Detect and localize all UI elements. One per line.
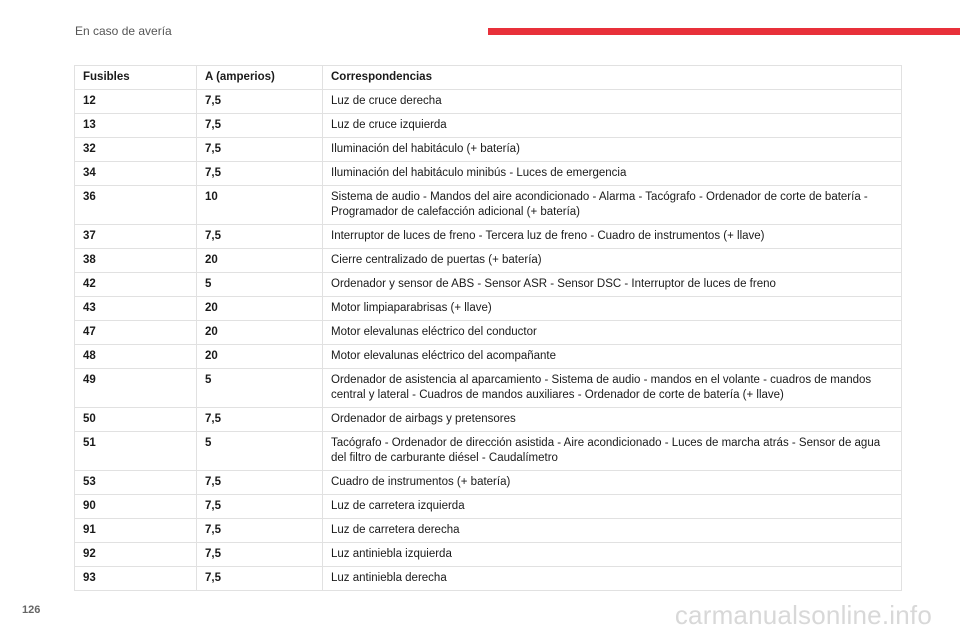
fuse-number-cell: 13 — [75, 114, 197, 138]
table-row — [75, 471, 902, 495]
fuse-number-cell: 49 — [75, 369, 197, 408]
table-row — [75, 543, 902, 567]
watermark: carmanualsonline.info — [674, 600, 932, 630]
table-row — [75, 519, 902, 543]
column-header-amperios: A (amperios) — [197, 66, 323, 90]
fuse-table-container — [74, 65, 902, 591]
amperage-cell: 5 — [197, 369, 323, 408]
amperage-cell: 7,5 — [197, 90, 323, 114]
fuse-number-cell: 37 — [75, 225, 197, 249]
amperage-cell: 7,5 — [197, 114, 323, 138]
fuse-number-cell: 34 — [75, 162, 197, 186]
fuse-number-cell: 91 — [75, 519, 197, 543]
fuse-number-cell: 51 — [75, 432, 197, 471]
fuse-number-cell: 53 — [75, 471, 197, 495]
correspondence-cell: Luz de cruce izquierda — [323, 114, 902, 138]
correspondence-cell: Motor elevalunas eléctrico del acompañante — [323, 345, 902, 369]
table-row — [75, 297, 902, 321]
table-row — [75, 273, 902, 297]
table-row — [75, 495, 902, 519]
amperage-cell: 7,5 — [197, 519, 323, 543]
table-header-row — [75, 66, 902, 90]
amperage-cell: 7,5 — [197, 408, 323, 432]
table-row — [75, 249, 902, 273]
table-row — [75, 432, 902, 471]
amperage-cell: 7,5 — [197, 567, 323, 591]
table-row — [75, 369, 902, 408]
amperage-cell: 5 — [197, 432, 323, 471]
fuse-number-cell: 32 — [75, 138, 197, 162]
fuse-table — [74, 65, 902, 591]
column-header-correspondencias: Correspondencias — [323, 66, 902, 90]
correspondence-cell: Cierre centralizado de puertas (+ batería) — [323, 249, 902, 273]
table-row — [75, 138, 902, 162]
section-title: En caso de avería — [75, 24, 172, 38]
correspondence-cell: Luz de cruce derecha — [323, 90, 902, 114]
correspondence-cell: Luz de carretera derecha — [323, 519, 902, 543]
table-row — [75, 186, 902, 225]
table-row — [75, 225, 902, 249]
correspondence-cell: Iluminación del habitáculo minibús - Luces de emergencia — [323, 162, 902, 186]
table-row — [75, 114, 902, 138]
amperage-cell: 7,5 — [197, 471, 323, 495]
amperage-cell: 20 — [197, 345, 323, 369]
correspondence-cell: Sistema de audio - Mandos del aire acondicionado - Alarma - Tacógrafo - Ordenador de corte de batería - Programador de calefacción adicional (+ batería) — [323, 186, 902, 225]
table-row — [75, 90, 902, 114]
table-row — [75, 162, 902, 186]
fuse-number-cell: 90 — [75, 495, 197, 519]
correspondence-cell: Ordenador de asistencia al aparcamiento - Sistema de audio - mandos en el volante - cuadros de mandos central y lateral - Cuadros de mandos auxiliares - Ordenador de corte de batería (+ llave) — [323, 369, 902, 408]
amperage-cell: 10 — [197, 186, 323, 225]
header-accent-bar — [488, 28, 960, 35]
table-body — [75, 90, 902, 591]
table-row — [75, 567, 902, 591]
correspondence-cell: Luz antiniebla derecha — [323, 567, 902, 591]
amperage-cell: 20 — [197, 321, 323, 345]
amperage-cell: 7,5 — [197, 225, 323, 249]
correspondence-cell: Motor limpiaparabrisas (+ llave) — [323, 297, 902, 321]
amperage-cell: 7,5 — [197, 543, 323, 567]
table-row — [75, 321, 902, 345]
amperage-cell: 7,5 — [197, 495, 323, 519]
correspondence-cell: Luz de carretera izquierda — [323, 495, 902, 519]
fuse-number-cell: 36 — [75, 186, 197, 225]
column-header-fusibles: Fusibles — [75, 66, 197, 90]
correspondence-cell: Tacógrafo - Ordenador de dirección asistida - Aire acondicionado - Luces de marcha atrás - Sensor de agua del filtro de carburante diésel - Caudalímetro — [323, 432, 902, 471]
amperage-cell: 7,5 — [197, 162, 323, 186]
amperage-cell: 20 — [197, 249, 323, 273]
fuse-number-cell: 42 — [75, 273, 197, 297]
correspondence-cell: Iluminación del habitáculo (+ batería) — [323, 138, 902, 162]
amperage-cell: 20 — [197, 297, 323, 321]
correspondence-cell: Luz antiniebla izquierda — [323, 543, 902, 567]
table-row — [75, 408, 902, 432]
fuse-number-cell: 50 — [75, 408, 197, 432]
page-number: 126 — [22, 604, 41, 616]
fuse-number-cell: 92 — [75, 543, 197, 567]
table-row — [75, 345, 902, 369]
fuse-number-cell: 38 — [75, 249, 197, 273]
fuse-number-cell: 48 — [75, 345, 197, 369]
correspondence-cell: Ordenador y sensor de ABS - Sensor ASR - Sensor DSC - Interruptor de luces de freno — [323, 273, 902, 297]
correspondence-cell: Cuadro de instrumentos (+ batería) — [323, 471, 902, 495]
fuse-number-cell: 43 — [75, 297, 197, 321]
fuse-number-cell: 47 — [75, 321, 197, 345]
correspondence-cell: Interruptor de luces de freno - Tercera luz de freno - Cuadro de instrumentos (+ llave) — [323, 225, 902, 249]
fuse-number-cell: 93 — [75, 567, 197, 591]
amperage-cell: 5 — [197, 273, 323, 297]
correspondence-cell: Motor elevalunas eléctrico del conductor — [323, 321, 902, 345]
amperage-cell: 7,5 — [197, 138, 323, 162]
correspondence-cell: Ordenador de airbags y pretensores — [323, 408, 902, 432]
fuse-number-cell: 12 — [75, 90, 197, 114]
